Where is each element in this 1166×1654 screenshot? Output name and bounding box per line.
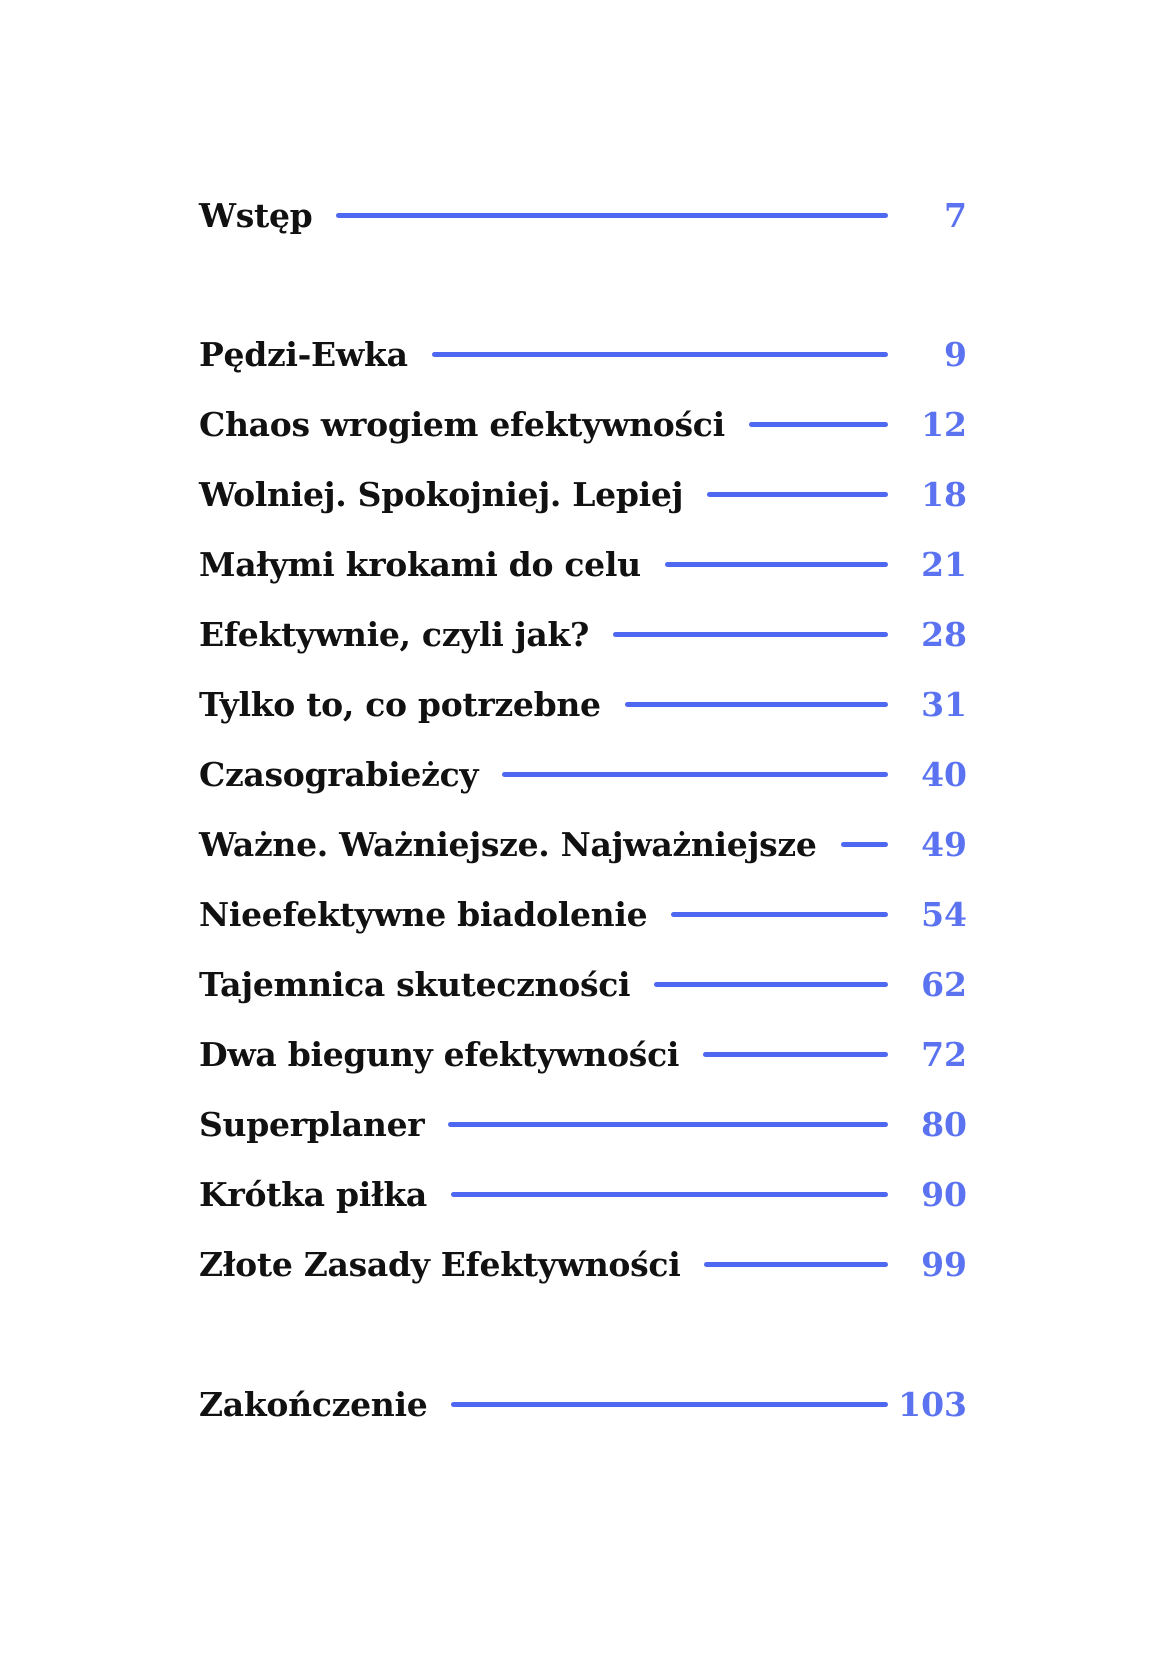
- toc-entry-page: 9: [944, 334, 967, 374]
- toc-entry-title: Superplaner: [199, 1104, 425, 1144]
- toc-entry-page: 103: [898, 1384, 967, 1424]
- leader-line: [707, 492, 888, 497]
- toc-entry[interactable]: [199, 1169, 967, 1219]
- leader-line: [613, 632, 888, 637]
- leader-line: [665, 562, 888, 567]
- toc-entry-title: Ważne. Ważniejsze. Najważniejsze: [199, 824, 817, 864]
- toc-entry-title: Chaos wrogiem efektywności: [199, 404, 725, 444]
- leader-line: [625, 702, 888, 707]
- toc-entry[interactable]: [199, 1239, 967, 1289]
- toc-entry-page: 31: [921, 684, 967, 724]
- toc-entry[interactable]: [199, 399, 967, 449]
- toc-entry-page: 28: [921, 614, 967, 654]
- toc-entry-title: Małymi krokami do celu: [199, 544, 641, 584]
- leader-line: [749, 422, 888, 427]
- toc-entry[interactable]: [199, 609, 967, 659]
- toc-entry[interactable]: [199, 819, 967, 869]
- toc-entry[interactable]: [199, 190, 967, 240]
- toc-entry-page: 54: [921, 894, 967, 934]
- leader-line: [451, 1192, 888, 1197]
- toc-entry-page: 7: [944, 195, 967, 235]
- leader-line: [704, 1262, 888, 1267]
- toc-entry-title: Wstęp: [199, 195, 313, 235]
- toc-entry[interactable]: [199, 749, 967, 799]
- toc-entry-title: Krótka piłka: [199, 1174, 428, 1214]
- toc-entry-title: Nieefektywne biadolenie: [199, 894, 648, 934]
- leader-line: [502, 772, 888, 777]
- toc-entry[interactable]: [199, 469, 967, 519]
- toc-entry-page: 99: [921, 1244, 967, 1284]
- toc-entry-title: Wolniej. Spokojniej. Lepiej: [199, 474, 684, 514]
- toc-entry[interactable]: [199, 1379, 967, 1429]
- leader-line: [671, 912, 888, 917]
- toc-entry[interactable]: [199, 329, 967, 379]
- toc-entry-title: Dwa bieguny efektywności: [199, 1034, 680, 1074]
- toc-entry-title: Pędzi-Ewka: [199, 334, 408, 374]
- toc-entry[interactable]: [199, 889, 967, 939]
- toc-entry-title: Czasograbieżcy: [199, 754, 479, 794]
- toc-entry-page: 62: [921, 964, 967, 1004]
- leader-line: [703, 1052, 888, 1057]
- leader-line: [336, 213, 888, 218]
- toc-entry-title: Efektywnie, czyli jak?: [199, 614, 590, 654]
- toc-entry[interactable]: [199, 1029, 967, 1079]
- toc-entry-title: Złote Zasady Efektywności: [199, 1244, 681, 1284]
- toc-entry-title: Zakończenie: [199, 1384, 428, 1424]
- toc-entry-page: 49: [921, 824, 967, 864]
- toc-entry-page: 80: [921, 1104, 967, 1144]
- leader-line: [448, 1122, 888, 1127]
- toc-entry-title: Tylko to, co potrzebne: [199, 684, 601, 724]
- leader-line: [432, 352, 888, 357]
- toc-entry[interactable]: [199, 959, 967, 1009]
- toc-entry-page: 18: [921, 474, 967, 514]
- toc-entry-page: 12: [921, 404, 967, 444]
- leader-line: [451, 1402, 888, 1407]
- toc-entry[interactable]: [199, 1099, 967, 1149]
- toc-entry-page: 72: [921, 1034, 967, 1074]
- toc-entry-page: 40: [921, 754, 967, 794]
- toc-entry[interactable]: [199, 679, 967, 729]
- leader-line: [654, 982, 888, 987]
- toc-entry[interactable]: [199, 539, 967, 589]
- toc-entry-page: 21: [921, 544, 967, 584]
- toc-entry-page: 90: [921, 1174, 967, 1214]
- leader-line: [841, 842, 888, 847]
- toc-entry-title: Tajemnica skuteczności: [199, 964, 631, 1004]
